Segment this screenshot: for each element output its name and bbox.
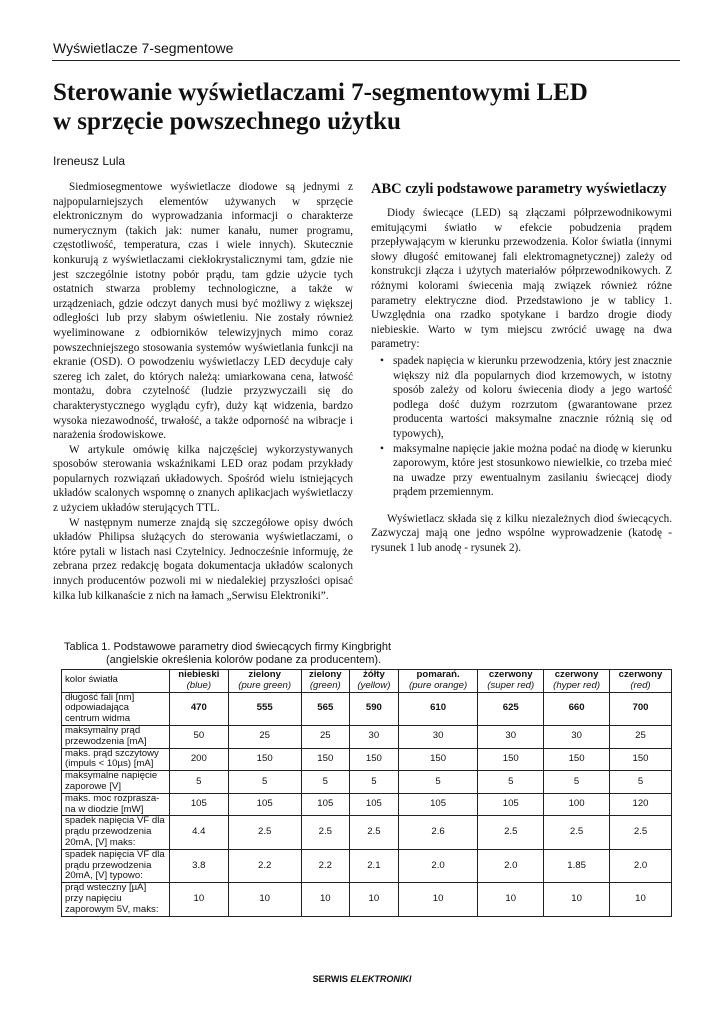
caption-line-2: (angielskie określenia kolorów podane za producentem).: [106, 654, 382, 666]
table-cell: 25: [228, 725, 301, 748]
article-title: [53, 78, 683, 136]
table-cell: 2.1: [349, 849, 398, 882]
table-cell: 30: [478, 725, 544, 748]
column-color-name: czerwony: [554, 669, 599, 680]
parameters-table: [61, 669, 672, 917]
table-cell: 30: [544, 725, 610, 748]
table-cell: 100: [544, 793, 610, 816]
row-label: spadek napięcia VF dla prądu przewodzenia 20mA, [V] typowo:: [62, 849, 170, 882]
table-cell: 2.5: [610, 816, 672, 849]
table-row: [62, 692, 672, 725]
table-cell: 30: [398, 725, 478, 748]
table-cell: 150: [398, 748, 478, 771]
table-cell: 10: [349, 883, 398, 916]
section-heading: ABC czyli podstawowe parametry wyświetlaczy: [371, 181, 667, 197]
table-cell: 25: [610, 725, 672, 748]
table-cell: 2.5: [301, 816, 349, 849]
left-column: [53, 180, 353, 603]
column-header: [544, 670, 610, 693]
table-cell: 10: [301, 883, 349, 916]
paragraph: Wyświetlacz składa się z kilku niezależnych diod świecących. Zazwyczaj mają one jedno wspólne wyprowadzenie (katodę - rysunek 1 lub anodę - rysunek 2).: [371, 512, 672, 555]
column-english-name: (hyper red): [553, 679, 601, 691]
table-cell: 120: [610, 793, 672, 816]
table-cell: 1.85: [544, 849, 610, 882]
list-item: • spadek napięcia w kierunku przewodzenia, który jest znacznie większy niż dla popularnych diod krzemowych, w istotny sposób zależy od koloru świecenia diody a jego wartość podlega dość dużym rozrzutom (gwarantowane przez producenta wartości maksymalne znacznie różnią się od typowych),: [393, 354, 672, 442]
column-header: [349, 670, 398, 693]
table-cell: 105: [398, 793, 478, 816]
table-cell: 10: [478, 883, 544, 916]
title-line-2: w sprzęcie powszechnego użytku: [53, 108, 401, 135]
table-cell: 10: [398, 883, 478, 916]
row-label: prąd wsteczny [µA] przy napięciu zaporowym 5V, maks:: [62, 883, 170, 916]
table-cell: 700: [610, 692, 672, 725]
table-row: [62, 725, 672, 748]
table-cell: 5: [349, 771, 398, 794]
table-row: [62, 883, 672, 916]
column-color-name: zielony: [248, 669, 281, 680]
table-cell: 2.5: [228, 816, 301, 849]
table-cell: 150: [228, 748, 301, 771]
title-line-1: Sterowanie wyświetlaczami 7-segmentowymi LED: [53, 79, 588, 106]
bullet-list: [371, 354, 672, 500]
section-label: Wyświetlacze 7-segmentowe: [53, 40, 234, 56]
paragraph: W artykule omówię kilka najczęściej wykorzystywanych sposobów sterowania wskaźnikami LED oraz podam przykłady popularnych rozwiązań układowych. Spośród wielu istniejących układów scalonych wspomnę o znanych aplikacjach wyświetlaczy z użyciem układów sterujących TTL.: [53, 443, 353, 515]
caption-line-1: Tablica 1. Podstawowe parametry diod świecących firmy Kingbright: [64, 641, 392, 653]
header-rule: [52, 60, 680, 61]
list-item: • maksymalne napięcie jakie można podać na diodę w kierunku zaporowym, które jest stosunkowo niewielkie, co trzeba mieć na uwadze przy ewentualnym zasilaniu świecącej diody prądem przemiennym.: [393, 442, 672, 500]
column-color-name: czerwony: [488, 669, 533, 680]
table-cell: 5: [544, 771, 610, 794]
table-cell: 150: [301, 748, 349, 771]
table-cell: 5: [228, 771, 301, 794]
column-color-name: żółty: [362, 669, 385, 680]
row-label: maks. moc rozprasza-na w diodzie [mW]: [62, 793, 170, 816]
table-cell: 2.5: [478, 816, 544, 849]
column-english-name: (yellow): [357, 679, 391, 691]
row-label: maksymalny prąd przewodzenia [mA]: [62, 725, 170, 748]
table-cell: 200: [170, 748, 229, 771]
author: Ireneusz Lula: [53, 154, 126, 168]
table-row: [62, 793, 672, 816]
table-cell: 565: [301, 692, 349, 725]
corner-header: kolor światła: [62, 670, 170, 693]
column-english-name: (blue): [186, 679, 212, 691]
table-row: [62, 849, 672, 882]
table-cell: 105: [478, 793, 544, 816]
table-cell: 10: [228, 883, 301, 916]
footer-brand-a: SERWIS: [312, 974, 348, 984]
column-color-name: niebieski: [178, 669, 220, 680]
table-cell: 105: [301, 793, 349, 816]
column-header: [228, 670, 301, 693]
row-label: długość fali [nm] odpowiadająca centrum widma: [62, 692, 170, 725]
column-english-name: (red): [630, 679, 651, 691]
table-cell: 470: [170, 692, 229, 725]
column-english-name: (pure orange): [409, 679, 468, 691]
column-english-name: (pure green): [238, 679, 292, 691]
right-column: [371, 180, 672, 556]
table-cell: 5: [478, 771, 544, 794]
footer-brand: [0, 974, 724, 984]
column-english-name: (green): [309, 679, 341, 691]
table-row: [62, 816, 672, 849]
table-cell: 105: [228, 793, 301, 816]
table-cell: 10: [610, 883, 672, 916]
table-cell: 30: [349, 725, 398, 748]
table-cell: 5: [398, 771, 478, 794]
table-cell: 150: [544, 748, 610, 771]
column-color-name: czerwony: [618, 669, 663, 680]
table-cell: 625: [478, 692, 544, 725]
column-header: [398, 670, 478, 693]
table-row: [62, 748, 672, 771]
table-cell: 2.6: [398, 816, 478, 849]
table-cell: 555: [228, 692, 301, 725]
table-cell: 105: [170, 793, 229, 816]
table-cell: 25: [301, 725, 349, 748]
table-row: [62, 771, 672, 794]
table-cell: 10: [544, 883, 610, 916]
table-cell: 105: [349, 793, 398, 816]
footer-brand-b: ELEKTRONIKI: [350, 974, 412, 984]
table-cell: 5: [170, 771, 229, 794]
table-cell: 610: [398, 692, 478, 725]
table-cell: 590: [349, 692, 398, 725]
column-color-name: pomarań.: [416, 669, 460, 680]
column-header: [301, 670, 349, 693]
table-cell: 5: [301, 771, 349, 794]
table-cell: 150: [349, 748, 398, 771]
table-cell: 5: [610, 771, 672, 794]
table-cell: 2.0: [610, 849, 672, 882]
table-cell: 2.0: [398, 849, 478, 882]
table-cell: 660: [544, 692, 610, 725]
table-cell: 150: [478, 748, 544, 771]
table-cell: 2.5: [544, 816, 610, 849]
row-label: maksymalne napięcie zaporowe [V]: [62, 771, 170, 794]
column-header: [478, 670, 544, 693]
column-english-name: (super red): [487, 679, 535, 691]
row-label: maks. prąd szczytowy (impuls < 10µs) [mA]: [62, 748, 170, 771]
paragraph: Diody świecące (LED) są złączami półprzewodnikowymi emitującymi światło w efekcie pobudzenia prądem przepływającym w kierunku przewodzenia. Kolor światła (innymi słowy długość emitowanej fali elektromagnetycznej) zależy od konstrukcji złącza i użytych materiałów półprzewodnikowych. Z różnymi kolorami świecenia mają związek również różne parametry elektryczne diod. Przedstawiono je w tablicy 1. Uwzględnia ona rzadko spotykane i bardzo drogie diody niebieskie. Warto w tym miejscu zwrócić uwagę na dwa parametry:: [371, 207, 672, 351]
table-cell: 10: [170, 883, 229, 916]
table-cell: 50: [170, 725, 229, 748]
table-header-row: [62, 670, 672, 693]
table-cell: 2.2: [301, 849, 349, 882]
table-cell: 150: [610, 748, 672, 771]
table-caption: [64, 641, 391, 667]
table-cell: 4.4: [170, 816, 229, 849]
column-color-name: zielony: [309, 669, 342, 680]
table-cell: 2.5: [349, 816, 398, 849]
column-header: [170, 670, 229, 693]
row-label: spadek napięcia VF dla prądu przewodzenia 20mA, [V] maks:: [62, 816, 170, 849]
column-header: [610, 670, 672, 693]
paragraph: W następnym numerze znajdą się szczegółowe opisy dwóch układów Philipsa służących do sterowania wyświetlaczami, o które pytali w listach nasi Czytelnicy. Jednocześnie informuję, że zebrana przez redakcję bogata dokumentacja układów scalonych innych producentów pozwoli mi w niedalekiej przyszłości opisać kilka lub kilkanaście z nich na łamach „Serwisu Elektroniki”.: [53, 516, 353, 602]
paragraph: Siedmiosegmentowe wyświetlacze diodowe są jednymi z najpopularniejszych elementów używanych w sprzęcie elektronicznym do wyprowadzania informacji o charakterze numerycznym (takich jak: numer kanału, numer programu, częstotliwość, temperatura, czas i wiele innych). Skutecznie konkurują z wyświetlaczami ciekłokrystalicznymi tam, gdzie nie jest szczególnie istotny pobór prądu, tam gdzie użycie tych ostatnich stwarza problemy technologiczne, a także w urządzeniach, gdzie odczyt danych musi być możliwy z większej odległości lub przy słabym oświetleniu. Nie zostały również wyeliminowane z odbiorników telewizyjnych mimo coraz powszechniejszego stosowania systemów wyświetlania funkcji na ekranie (OSD). O powodzeniu wyświetlaczy LED decyduje cały szereg ich zalet, do których należą: umiarkowana cena, łatwość montażu, dobra czytelność (ludzie przyzwyczaili się do charakterystycznego wyglądu cyfr), duży kąt widzenia, bardzo wysoka niezawodność, trwałość, a także odporność na wibracje i narażenia środowiskowe.: [53, 181, 353, 442]
table-cell: 3.8: [170, 849, 229, 882]
table-cell: 2.0: [478, 849, 544, 882]
table-cell: 2.2: [228, 849, 301, 882]
